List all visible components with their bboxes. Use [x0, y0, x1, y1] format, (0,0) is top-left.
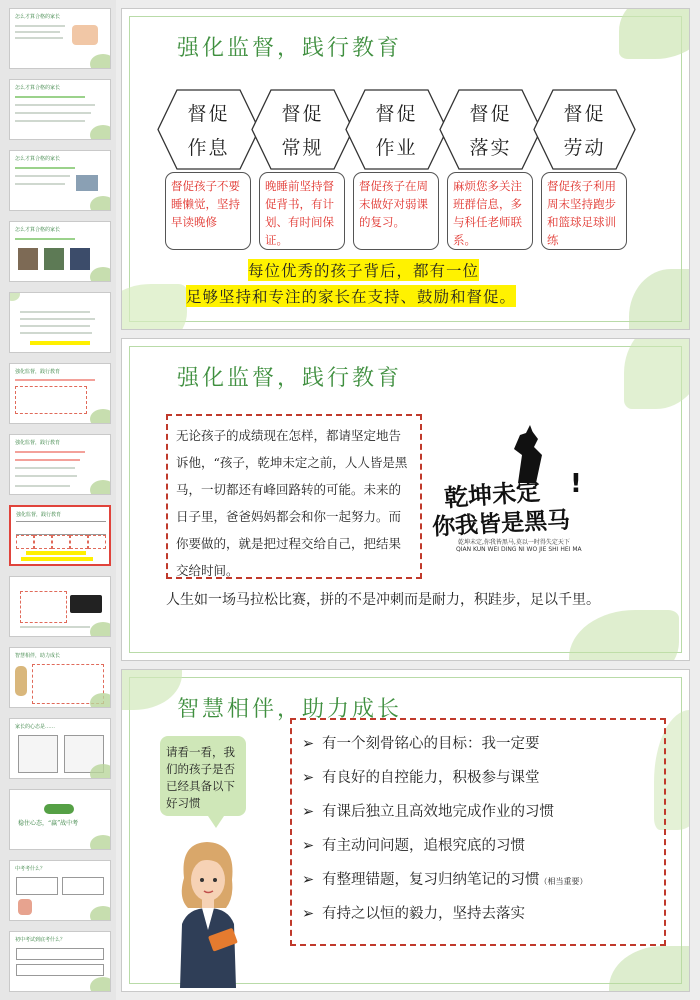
slide-thumbnail-11[interactable] — [9, 718, 111, 779]
highlight-banner-line2: 足够坚持和专注的家长在支持、鼓励和督促。 — [186, 285, 516, 307]
slide-thumbnail-1[interactable] — [9, 8, 111, 69]
slide-thumbnail-4[interactable] — [9, 221, 111, 282]
slide-2[interactable] — [121, 338, 690, 661]
hexagon-item — [251, 89, 354, 170]
arrow-icon: ➢ — [302, 770, 315, 786]
hexagon-line1: 督促 — [281, 103, 324, 125]
logo-line1: 乾坤未定 — [443, 477, 542, 513]
thumbnail-title: 怎么才算合格的家长 — [15, 14, 61, 20]
thumbnail-title: 中考考什么？ — [15, 866, 46, 872]
detail-box: 麻烦您多关注班群信息，多与科任老师联系。 — [447, 172, 533, 250]
habit-item — [302, 766, 540, 787]
logo-pinyin: QIAN KUN WEI DING NI WO JIE SHI HEI MA — [456, 546, 582, 553]
thumbnail-title: 怎么才算合格的家长 — [15, 85, 61, 91]
black-horse-logo — [430, 425, 620, 555]
hexagon-line2: 劳动 — [563, 137, 606, 159]
hexagon-line1: 督促 — [563, 103, 606, 125]
slide-1[interactable] — [121, 8, 690, 330]
habit-text: 有整理错题，复习归纳笔记的习惯 — [322, 872, 540, 888]
message-paragraph: 无论孩子的成绩现在怎样，都请坚定地告诉他，“孩子，乾坤未定之前，人人皆是黑马，一切都还有峰回路转的可能。未来的日子里，爸爸妈妈都会和你一起努力。而你要做的，就是把过程交给自己，把结果交给时间。 — [176, 428, 408, 578]
hexagon-line2: 常规 — [281, 137, 324, 159]
slide-thumbnail-2[interactable] — [9, 79, 111, 140]
thumbnail-title: 智慧相伴，助力成长 — [15, 653, 61, 659]
thumbnail-title: 稳住心态，“赢”战中考 — [18, 820, 79, 827]
detail-box: 督促孩子不要睡懒觉，坚持早读晚修 — [165, 172, 251, 250]
speech-bubble: 请看一看，我们的孩子是否已经具备以下好习惯 — [160, 736, 246, 816]
marathon-quote: 人生如一场马拉松比赛，拼的不是冲刺而是耐力，积跬步，足以千里。 — [166, 592, 600, 608]
hexagon-line2: 作息 — [187, 137, 230, 159]
teacher-avatar — [162, 838, 252, 988]
thumbnail-title: 家长的心态是…… — [15, 724, 56, 730]
slide-title: 智慧相伴，助力成长 — [177, 697, 403, 722]
exclamation-icon: ! — [570, 469, 582, 499]
slide-thumbnail-5[interactable] — [9, 292, 111, 353]
thumbnail-title: 強化监督，践行教育 — [15, 440, 61, 446]
hexagon-line1: 督促 — [375, 103, 418, 125]
hexagon-line1: 督促 — [187, 103, 230, 125]
arrow-icon: ➢ — [302, 838, 315, 854]
hexagon-line2: 作业 — [375, 137, 418, 159]
slide-thumbnail-14[interactable] — [9, 931, 111, 992]
habit-text: 有主动问问题，追根究底的习惯 — [322, 838, 525, 854]
habit-item — [302, 868, 588, 889]
hexagon-item — [345, 89, 448, 170]
slide-thumbnail-6[interactable] — [9, 363, 111, 424]
hexagon-item — [157, 89, 260, 170]
habit-item — [302, 834, 525, 855]
logo-subtitle: 乾坤未定,你我皆黑马,莫以一时得失定天下 — [458, 539, 570, 546]
slide-thumbnail-13[interactable] — [9, 860, 111, 921]
thumbnail-title: 怎么才算合格的家长 — [15, 156, 61, 162]
thumbnail-title: 怎么才算合格的家长 — [15, 227, 61, 233]
slide-title: 强化监督，践行教育 — [177, 366, 403, 391]
slide-title: 强化监督，践行教育 — [177, 36, 403, 61]
habits-box — [290, 718, 666, 946]
habit-item — [302, 732, 540, 753]
slide-thumbnail-7[interactable] — [9, 434, 111, 495]
thumbnail-title: 強化监督，践行教育 — [16, 512, 62, 518]
slide-thumbnail-9[interactable] — [9, 576, 111, 637]
detail-box: 督促孩子利用周末坚持跑步和篮球足球训练 — [541, 172, 627, 250]
habit-text: 有课后独立且高效地完成作业的习惯 — [322, 804, 554, 820]
slide-thumbnail-12[interactable] — [9, 789, 111, 850]
arrow-icon: ➢ — [302, 736, 315, 752]
logo-line2: 你我皆是黑马 — [431, 507, 571, 541]
slide-thumbnail-10[interactable] — [9, 647, 111, 708]
detail-box: 督促孩子在周末做好对弱课的复习。 — [353, 172, 439, 250]
hexagon-line2: 落实 — [469, 137, 512, 159]
thumbnail-title: 初中考试到底考什么？ — [15, 937, 66, 943]
habit-text: 有持之以恒的毅力，坚持去落实 — [322, 906, 525, 922]
habit-text: 有良好的自控能力，积极参与课堂 — [322, 770, 540, 786]
habit-note: （相当重要） — [539, 877, 588, 886]
slide-thumbnail-3[interactable] — [9, 150, 111, 211]
speech-bubble-tail — [208, 816, 224, 828]
arrow-icon: ➢ — [302, 872, 315, 888]
arrow-icon: ➢ — [302, 906, 315, 922]
hexagon-item — [533, 89, 636, 170]
hexagon-item — [439, 89, 542, 170]
message-box — [166, 414, 422, 579]
slide-thumbnail-8-selected[interactable] — [9, 505, 111, 566]
slide-thumbnail-panel — [0, 0, 116, 1000]
highlight-banner-line1: 每位优秀的孩子背后，都有一位 — [248, 259, 479, 281]
detail-box: 晚睡前坚持督促背书，有计划、有时间保证。 — [259, 172, 345, 250]
slide-3[interactable] — [121, 669, 690, 992]
hexagon-line1: 督促 — [469, 103, 512, 125]
thumbnail-title: 強化监督，践行教育 — [15, 369, 61, 375]
habit-text: 有一个刻骨铭心的目标：我一定要 — [322, 736, 540, 752]
habit-item — [302, 800, 554, 821]
arrow-icon: ➢ — [302, 804, 315, 820]
habit-item — [302, 902, 525, 923]
